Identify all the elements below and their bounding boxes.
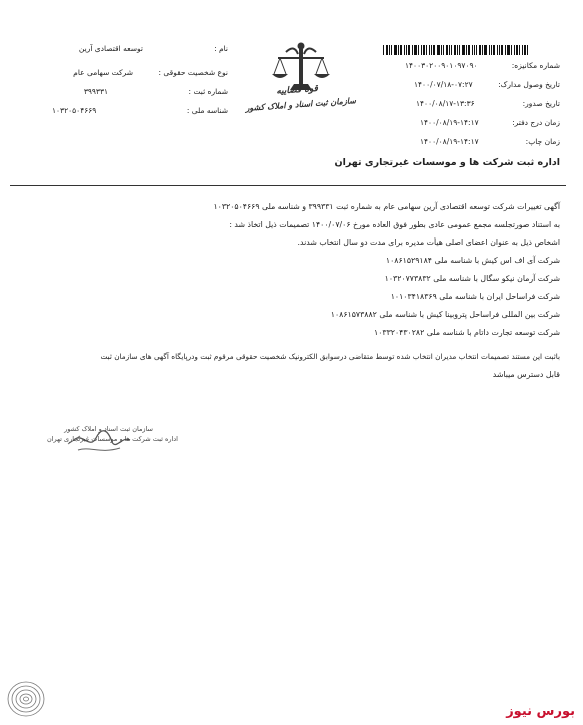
barcode-bar	[476, 45, 477, 55]
issue-date-value: ۱۴۰۰/۰۸/۱۷-۱۳:۳۶	[416, 99, 475, 108]
barcode-bar	[423, 45, 425, 55]
print-time-label: زمان چاپ:	[525, 137, 560, 146]
barcode-bar	[400, 45, 402, 55]
barcode-bar	[459, 45, 460, 55]
barcode-bar	[426, 45, 427, 55]
signature-stamp	[60, 410, 220, 480]
register-time-value: ۱۴۰۰/۰۸/۱۹-۱۴:۱۷	[420, 118, 479, 127]
barcode-bar	[383, 45, 384, 55]
barcode-bar	[421, 45, 422, 55]
barcode-bar	[468, 45, 470, 55]
national-id-value: ۱۰۳۲۰۵۰۴۶۶۹	[52, 106, 97, 115]
barcode-bar	[457, 45, 458, 55]
barcode-bar	[522, 45, 523, 55]
reg-number-value: ۳۹۹۳۳۱	[83, 87, 108, 96]
company-1: شرکت آی اف اس کیش با شناسه ملی ۱۰۸۶۱۵۲۹۱۸۴	[385, 256, 560, 265]
barcode-bar	[499, 45, 500, 55]
barcode-bar	[443, 45, 444, 55]
barcode-bar	[406, 45, 407, 55]
national-id-label: شناسه ملی :	[186, 106, 228, 115]
fingerprint-icon	[4, 678, 48, 720]
barcode-bar	[519, 45, 520, 55]
barcode-bar	[514, 45, 515, 55]
barcode-bar	[389, 45, 390, 55]
barcode-bar	[441, 45, 442, 55]
print-time-value: ۱۴۰۰/۰۸/۱۹-۱۴:۱۷	[420, 137, 479, 146]
barcode-bar	[491, 45, 492, 55]
company-3: شرکت فراساحل ایران با شناسه ملی ۱۰۱۰۳۴۱۸۳۶۹	[390, 292, 560, 301]
notice-line-2: به استناد صورتجلسه مجمع عمومی عادی بطور فوق العاده مورخ ۱۴۰۰/۰۷/۰۶ تصمیمات ذیل اتخاذ شد :	[229, 220, 560, 229]
logo-bottom-text: سازمان ثبت اسناد و املاک کشور	[245, 96, 357, 113]
barcode-bar	[462, 45, 465, 55]
logo-top-text: قوه قضاییه	[275, 83, 319, 97]
barcode-bar	[437, 45, 440, 55]
register-time-label: زمان درج دفتر:	[512, 118, 560, 127]
barcode-bar	[511, 45, 512, 55]
barcode-bar	[429, 45, 430, 55]
barcode-bar	[474, 45, 475, 55]
barcode-bar	[449, 45, 450, 55]
barcode-bar	[391, 45, 392, 55]
notice-footer-2: قابل دسترس میباشد	[492, 370, 560, 379]
notice-line-1: آگهی تغییرات شرکت توسعه اقتصادی آرین سهامی عام به شماره ثبت ۳۹۹۳۳۱ و شناسه ملی ۱۰۳۲۰۵۰۴۶۶۹	[213, 202, 560, 211]
fingerprint-seal	[4, 678, 48, 720]
office-title: اداره ثبت شرکت ها و موسسات غیرتجاری تهران	[334, 157, 560, 168]
stamp-line-1: سازمان ثبت اسناد و املاک کشور	[64, 425, 153, 433]
barcode-bar	[454, 45, 456, 55]
name-label: نام :	[214, 44, 228, 53]
reg-number-label: شماره ثبت :	[188, 87, 228, 96]
notice-footer-1: باثبت این مستند تصمیمات انتخاب مدیران انتخاب شده توسط متقاضی درسوابق الکترونیک شخصیت حقوقی مرقوم ثبت ودرپایگاه آگهی های سازمان ثبت	[100, 352, 560, 361]
barcode-bar	[479, 45, 481, 55]
barcode-bar	[446, 45, 448, 55]
received-date-value: ۱۴۰۰/۰۷/۱۸-۰۷:۲۷	[414, 80, 473, 89]
letter-number-label: شماره مکانیزه:	[511, 61, 560, 70]
received-date-label: تاریخ وصول مدارک:	[498, 80, 560, 89]
barcode-bar	[482, 45, 483, 55]
company-5: شرکت توسعه تجارت داتام با شناسه ملی ۱۰۳۳۲۰۴۳۰۲۸۲	[374, 328, 560, 337]
barcode-bar	[418, 45, 419, 55]
barcode-bar	[431, 45, 432, 55]
barcode-bar	[466, 45, 467, 55]
barcode-bar	[507, 45, 510, 55]
notice-line-3: اشخاص ذیل به عنوان اعضای اصلی هیأت مدیره برای مدت دو سال انتخاب شدند.	[297, 238, 560, 247]
barcode	[383, 45, 540, 55]
barcode-bar	[505, 45, 506, 55]
barcode-bar	[404, 45, 405, 55]
barcode-bar	[493, 45, 495, 55]
barcode-bar	[501, 45, 503, 55]
barcode-bar	[484, 45, 487, 55]
name-value: توسعه اقتصادی آرین	[78, 44, 143, 53]
barcode-bar	[394, 45, 397, 55]
signature-icon	[60, 410, 220, 480]
barcode-bar	[527, 45, 528, 55]
stamp-line-2: اداره ثبت شرکت ها و موسسات غیرتجاری تهران	[46, 435, 178, 443]
watermark-logo: بورس نیوز	[506, 704, 575, 719]
barcode-bar	[516, 45, 518, 55]
company-4: شرکت بین المللی فراساحل پتروبینا کیش با شناسه ملی ۱۰۸۶۱۵۷۳۸۸۲	[330, 310, 560, 319]
company-2: شرکت آرمان نیکو سگال با شناسه ملی ۱۰۳۲۰۷۷۳۸۳۲	[384, 274, 560, 283]
header-divider	[10, 185, 566, 186]
barcode-bar	[398, 45, 399, 55]
barcode-bar	[386, 45, 388, 55]
barcode-bar	[489, 45, 490, 55]
barcode-bar	[472, 45, 473, 55]
barcode-bar	[451, 45, 452, 55]
letter-number-value: ۱۴۰۰۳۰۲۰۰۹۰۱۰۹۷۰۹۰	[405, 61, 478, 70]
barcode-bar	[408, 45, 410, 55]
barcode-bar	[497, 45, 498, 55]
issue-date-label: تاریخ صدور:	[522, 99, 560, 108]
barcode-bar	[433, 45, 435, 55]
barcode-bar	[414, 45, 417, 55]
legal-type-label: نوع شخصیت حقوقی :	[158, 68, 228, 77]
barcode-bar	[412, 45, 413, 55]
barcode-bar	[524, 45, 526, 55]
legal-type-value: شرکت سهامی عام	[73, 68, 133, 77]
